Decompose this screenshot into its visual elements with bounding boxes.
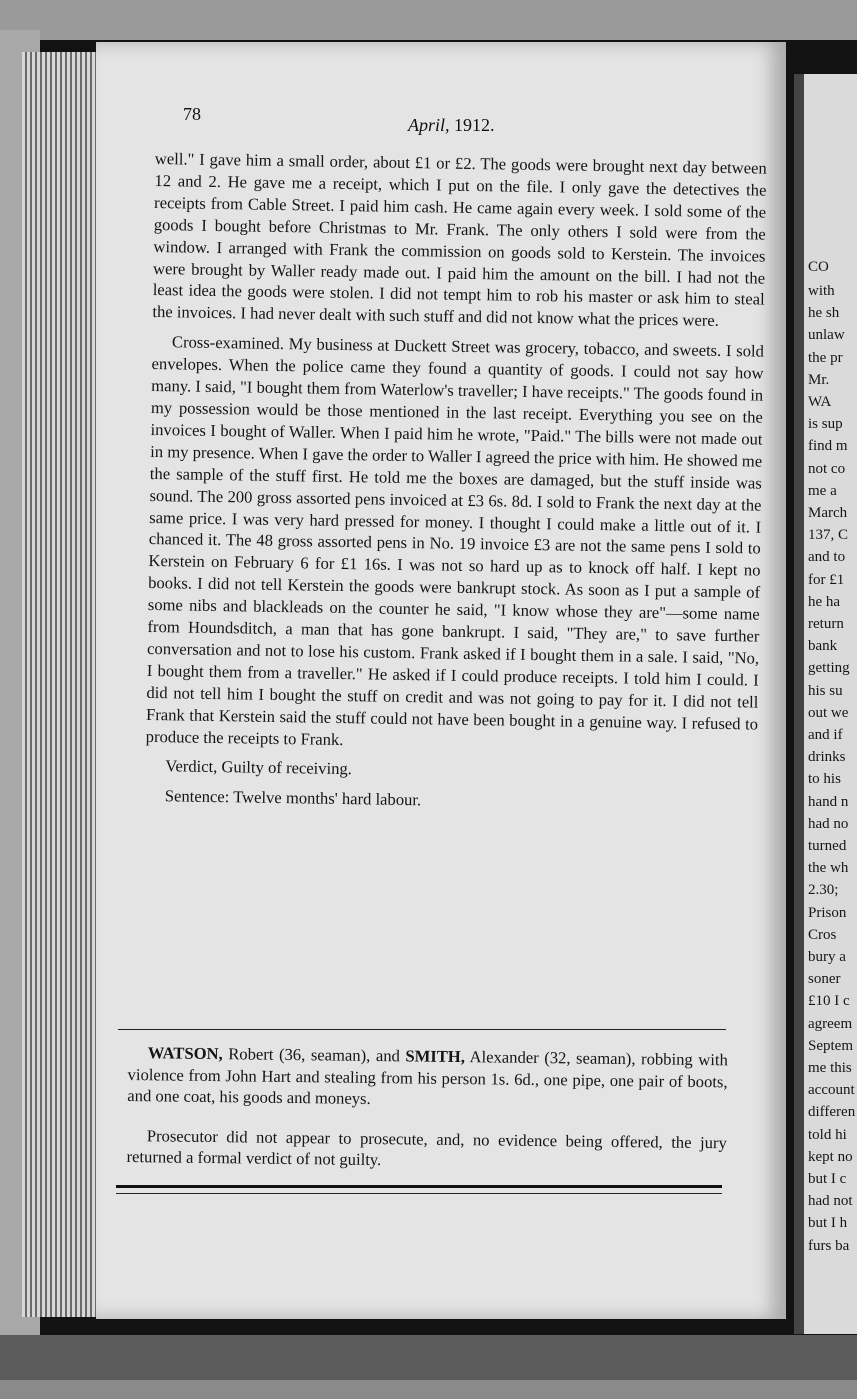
right-page-line: kept no bbox=[808, 1148, 853, 1165]
right-page-line: is sup bbox=[808, 416, 843, 433]
verdict-line: Verdict, Guilty of receiving. bbox=[165, 756, 353, 779]
right-page-line: and if bbox=[808, 727, 843, 743]
defendant-2: SMITH, bbox=[405, 1046, 466, 1067]
right-page-line: CO bbox=[808, 259, 829, 275]
right-page-line: March bbox=[808, 505, 848, 521]
running-head-year: 1912. bbox=[454, 115, 495, 135]
right-page-line: told hi bbox=[808, 1126, 847, 1143]
right-page-line: unlaw bbox=[808, 327, 845, 344]
right-page-line: turned bbox=[808, 838, 847, 854]
right-page-line: but I h bbox=[808, 1215, 848, 1232]
right-page-line: 2.30; bbox=[808, 882, 839, 899]
section-divider bbox=[118, 1029, 726, 1030]
end-rule-thick bbox=[116, 1185, 722, 1188]
right-page-line: the pr bbox=[808, 349, 843, 366]
right-page-line: for £1 bbox=[808, 571, 845, 588]
scan-top-background bbox=[0, 0, 857, 40]
right-page-line: hand n bbox=[808, 793, 849, 810]
right-page-line: drinks bbox=[808, 749, 846, 766]
right-page-line: soner bbox=[808, 971, 841, 988]
paragraph-testimony: well." I gave him a small order, about £1 or £2. The goods were brought next day between 12 and 2. He gave me a receipt, which I put on the file. I only gave the detectives the receipts from Cable Street. I paid him cash. He came again every week. I sold some of the goods I bought before Christmas to Mr. Frank. The only others I sold were from the window. I arranged with Frank the commission on goods sold to Kerstein. The invoices were brought by Waller ready made out. I paid him the amount on the bill. I had not the least idea the goods were stolen. I did not tempt him to rob his master or ask him to steal the invoices. I had never dealt with such stuff and did not know what the prices were. bbox=[152, 148, 767, 331]
right-page-line: Septem bbox=[808, 1037, 853, 1054]
right-page-line: me this bbox=[808, 1060, 852, 1076]
case-heading bbox=[127, 1042, 728, 1114]
right-page-line: the wh bbox=[808, 860, 849, 877]
right-page-line: bury a bbox=[808, 949, 846, 965]
right-page-line: furs ba bbox=[808, 1237, 850, 1254]
right-page-line: not co bbox=[808, 460, 846, 477]
right-page-line: £10 I c bbox=[808, 993, 850, 1010]
right-page-line: 137, C bbox=[808, 527, 849, 544]
defendant-1-detail: Robert (36, seaman), and bbox=[228, 1044, 400, 1066]
running-head-month: April, bbox=[408, 115, 450, 135]
case-entry bbox=[126, 1042, 727, 1175]
right-page-line: he sh bbox=[808, 305, 840, 322]
right-page-line: but I c bbox=[808, 1171, 847, 1187]
right-page-line: to his bbox=[808, 771, 841, 788]
book-gutter bbox=[794, 74, 804, 1334]
scan-bottom-strip bbox=[0, 1380, 857, 1399]
case-outcome: Prosecutor did not appear to prosecute, and, no evidence being offered, the jury returned a formal verdict of not guilty. bbox=[126, 1125, 727, 1170]
sentence-line: Sentence: Twelve months' hard labour. bbox=[164, 786, 422, 810]
right-book-page bbox=[794, 74, 857, 1334]
right-page-line: return bbox=[808, 616, 844, 632]
right-page-line: find m bbox=[808, 438, 848, 455]
paragraph-cross-examination: Cross-examined. My business at Duckett Street was grocery, tobacco, and sweets. I sold envelopes. When the police came they found a quantity of goods. I could not say how many. I said, "I bought them from Waterlow's traveller; I have receipts." The goods found in my possession would be those mentioned in the last receipt. Everything you see on the invoices I bought of Waller. When I paid him he wrote, "Paid." The bills were not made out in my presence. When I gave the order to Waller I agreed the price with him. He showed me the sample of the stuff first. He told me the boxes are damaged, but the stuff inside was sound. The 200 gross assorted pens invoiced at £3 6s. 8d. I sold to Frank the next day at the same price. I was very hard pressed for money. I thought I could make a little out of it. I chanced it. The 48 gross assorted pens in No. 19 invoice £3 are not the same pens I sold to Kerstein on February 6 for £1 16s. I was not so hard up as to knock off half. I kept no books. I did not tell Kerstein the goods were bankrupt stock. As soon as I put a sample of some nibs and blackleads on the counter he said, "I know whose they are"—some name from Houndsditch, a man that has gone bankrupt. I said, "They are," to save further conversation and not to lose his custom. Frank asked if I bought them in a sale. I said, "No, I bought them from a traveller." He asked if I could produce receipts. I told him I could. I did not tell him I bought the stuff on credit and was not going to pay for it. I did not tell Frank that Kerstein said the stuff could not have been bought in a genuine way. I refused to produce the receipts to Frank. bbox=[145, 332, 765, 749]
right-page-line: his su bbox=[808, 682, 843, 699]
right-page-line: had no bbox=[808, 815, 849, 832]
book-page-edges bbox=[22, 52, 98, 1317]
defendant-1: WATSON, bbox=[147, 1043, 223, 1064]
end-rule-thin bbox=[116, 1193, 722, 1194]
right-page-line: and to bbox=[808, 549, 846, 566]
right-page-line: Prison bbox=[808, 904, 847, 921]
defendant-2-detail: Alexander (32, seaman), robbing with violence from John Hart and stealing from his person 1s. 6d., one pipe, one pair of boots, and one coat, his goods and moneys. bbox=[127, 1047, 728, 1108]
right-page-line: agreem bbox=[808, 1015, 853, 1032]
right-page-line: he ha bbox=[808, 593, 841, 610]
right-page-line: Mr. bbox=[808, 371, 830, 388]
right-page-line: out we bbox=[808, 704, 849, 721]
right-page-line: account bbox=[808, 1082, 855, 1099]
running-head bbox=[408, 115, 495, 136]
right-page-line: with bbox=[808, 283, 835, 299]
right-page-line: differen bbox=[808, 1104, 856, 1121]
testimony-text bbox=[145, 148, 767, 817]
right-page-line: bank bbox=[808, 638, 838, 655]
right-page-line: me a bbox=[808, 482, 837, 499]
right-page-line: getting bbox=[808, 660, 850, 677]
right-page-line: Cros bbox=[808, 926, 837, 943]
right-page-line: had not bbox=[808, 1193, 853, 1210]
page-number: 78 bbox=[183, 104, 201, 124]
right-page-line: WA bbox=[808, 394, 832, 410]
